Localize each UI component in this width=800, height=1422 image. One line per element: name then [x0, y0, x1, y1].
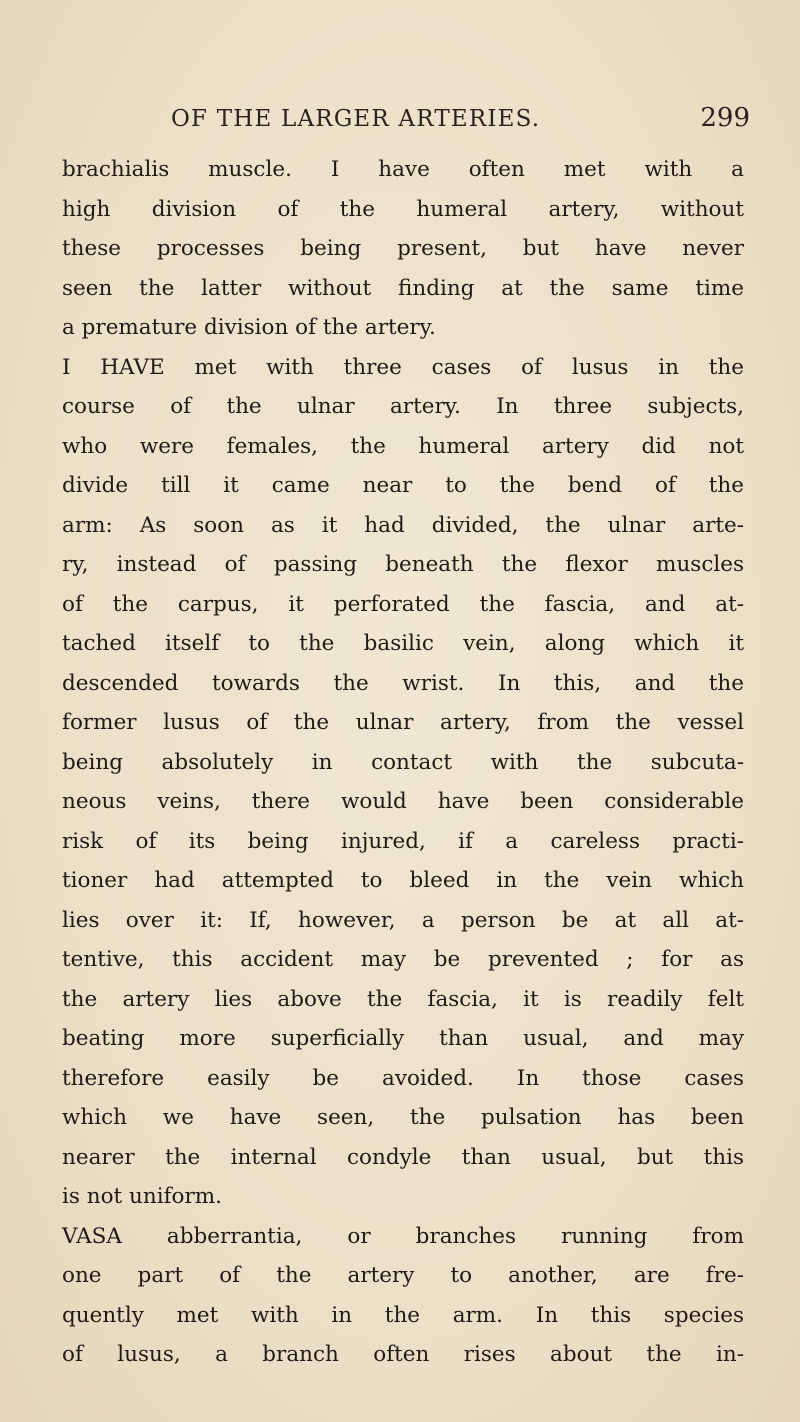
- text-line: seen the latter without finding at the same time: [62, 275, 744, 301]
- text-line: the artery lies above the fascia, it is readily felt: [62, 986, 744, 1012]
- text-line: one part of the artery to another, are fre-: [62, 1263, 744, 1288]
- text-line: tentive, this accident may be prevented ; for as: [62, 947, 744, 972]
- page-header: [58, 90, 750, 140]
- text-line: a premature division of the artery.: [62, 315, 436, 340]
- text-line: quently met with in the arm. In this species: [62, 1302, 744, 1328]
- page-number: 299: [700, 103, 750, 133]
- text-line: these processes being present, but have never: [62, 236, 744, 261]
- running-head: OF THE LARGER ARTERIES.: [171, 106, 541, 132]
- text-line: being absolutely in contact with the subcuta-: [62, 749, 744, 775]
- text-line: of the carpus, it perforated the fascia, and at-: [62, 591, 744, 617]
- text-line: who were females, the humeral artery did not: [62, 433, 744, 459]
- text-line: risk of its being injured, if a careless practi-: [62, 828, 744, 854]
- text-line: brachialis muscle. I have often met with a: [62, 157, 744, 182]
- text-line: divide till it came near to the bend of the: [62, 473, 744, 498]
- text-line: arm: As soon as it had divided, the ulnar arte-: [62, 512, 744, 538]
- text-line: tached itself to the basilic vein, along which it: [62, 631, 744, 656]
- text-line: descended towards the wrist. In this, and the: [62, 670, 744, 696]
- text-line: I HAVE met with three cases of lusus in the: [62, 354, 744, 380]
- text-line: former lusus of the ulnar artery, from the vessel: [62, 710, 744, 735]
- text-line: high division of the humeral artery, without: [62, 196, 744, 222]
- text-line: therefore easily be avoided. In those cases: [62, 1065, 744, 1091]
- text-line: ry, instead of passing beneath the flexor muscles: [62, 552, 744, 577]
- text-line: course of the ulnar artery. In three subjects,: [62, 394, 744, 419]
- text-line: nearer the internal condyle than usual, but this: [62, 1144, 744, 1170]
- text-line: neous veins, there would have been considerable: [62, 789, 744, 814]
- text-line: VASA abberrantia, or branches running from: [62, 1223, 744, 1249]
- text-line: which we have seen, the pulsation has been: [62, 1105, 744, 1130]
- body-text: [62, 150, 744, 1375]
- text-line: tioner had attempted to bleed in the vein which: [62, 868, 744, 893]
- text-line: lies over it: If, however, a person be at all at-: [62, 907, 744, 933]
- text-line: is not uniform.: [62, 1184, 222, 1209]
- text-line: beating more superficially than usual, and may: [62, 1026, 744, 1051]
- text-line: of lusus, a branch often rises about the in-: [62, 1342, 744, 1367]
